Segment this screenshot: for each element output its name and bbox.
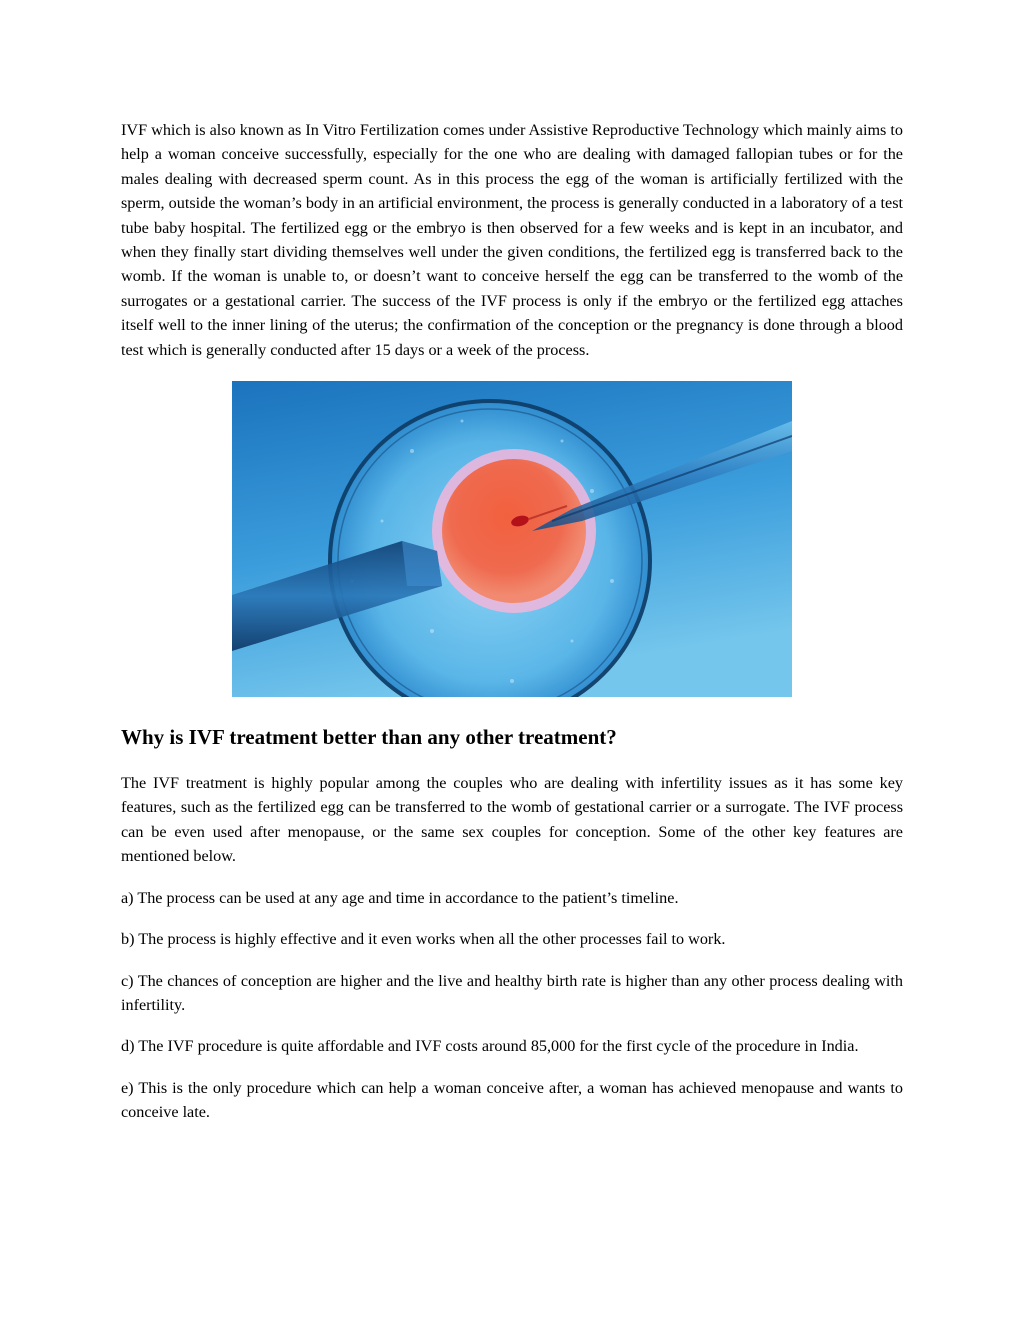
feature-item-c: c) The chances of conception are higher and the live and healthy birth rate is higher than any other process dealing with infertility. (121, 971, 903, 1014)
intro-paragraph: IVF which is also known as In Vitro Fertilization comes under Assistive Reproductive Technology which mainly aims to help a woman conceive successfully, especially for the one who are dealing with damaged fallopian tubes or for the males dealing with decreased sperm count. As in this process the egg of the woman is artificially fertilized with the sperm, outside the woman’s body in an artificial environment, the process is generally conducted in a laboratory of a test tube baby hospital. The fertilized egg or the embryo is then observed for a few weeks and is kept in an incubator, and when they finally start dividing themselves well under the given conditions, the fertilized egg is transferred back to the womb. If the woman is unable to, or doesn’t want to conceive herself the egg can be transferred to the womb of the surrogates or a gestational carrier. The success of the IVF process is only if the embryo or the fertilized egg attaches itself well to the inner lining of the uterus; the confirmation of the conception or the pregnancy is done through a blood test which is generally conducted after 15 days or a week of the process. (121, 121, 903, 359)
feature-item-b: b) The process is highly effective and it even works when all the other processes fail to work. (121, 930, 726, 949)
feature-item-e: e) This is the only procedure which can help a woman conceive after, a woman has achieved menopause and wants to conceive late. (121, 1078, 903, 1122)
ivf-illustration (232, 381, 792, 697)
document-page (121, 118, 903, 1125)
feature-item-a: a) The process can be used at any age and time in accordance to the patient’s timeline. (121, 888, 679, 907)
feature-item-d: d) The IVF procedure is quite affordable and IVF costs around 85,000 for the first cycle of the procedure in India. (121, 1037, 859, 1056)
section-intro-paragraph: The IVF treatment is highly popular among the couples who are dealing with infertility issues as it has some key features, such as the fertilized egg can be transferred to the womb of gestational carrier or a surrogate. The IVF process can be even used after menopause, or the same sex couples for conception. Some of the other key features are mentioned below. (121, 774, 903, 866)
egg-cell (442, 459, 586, 603)
section-heading: Why is IVF treatment better than any other treatment? (121, 725, 617, 750)
